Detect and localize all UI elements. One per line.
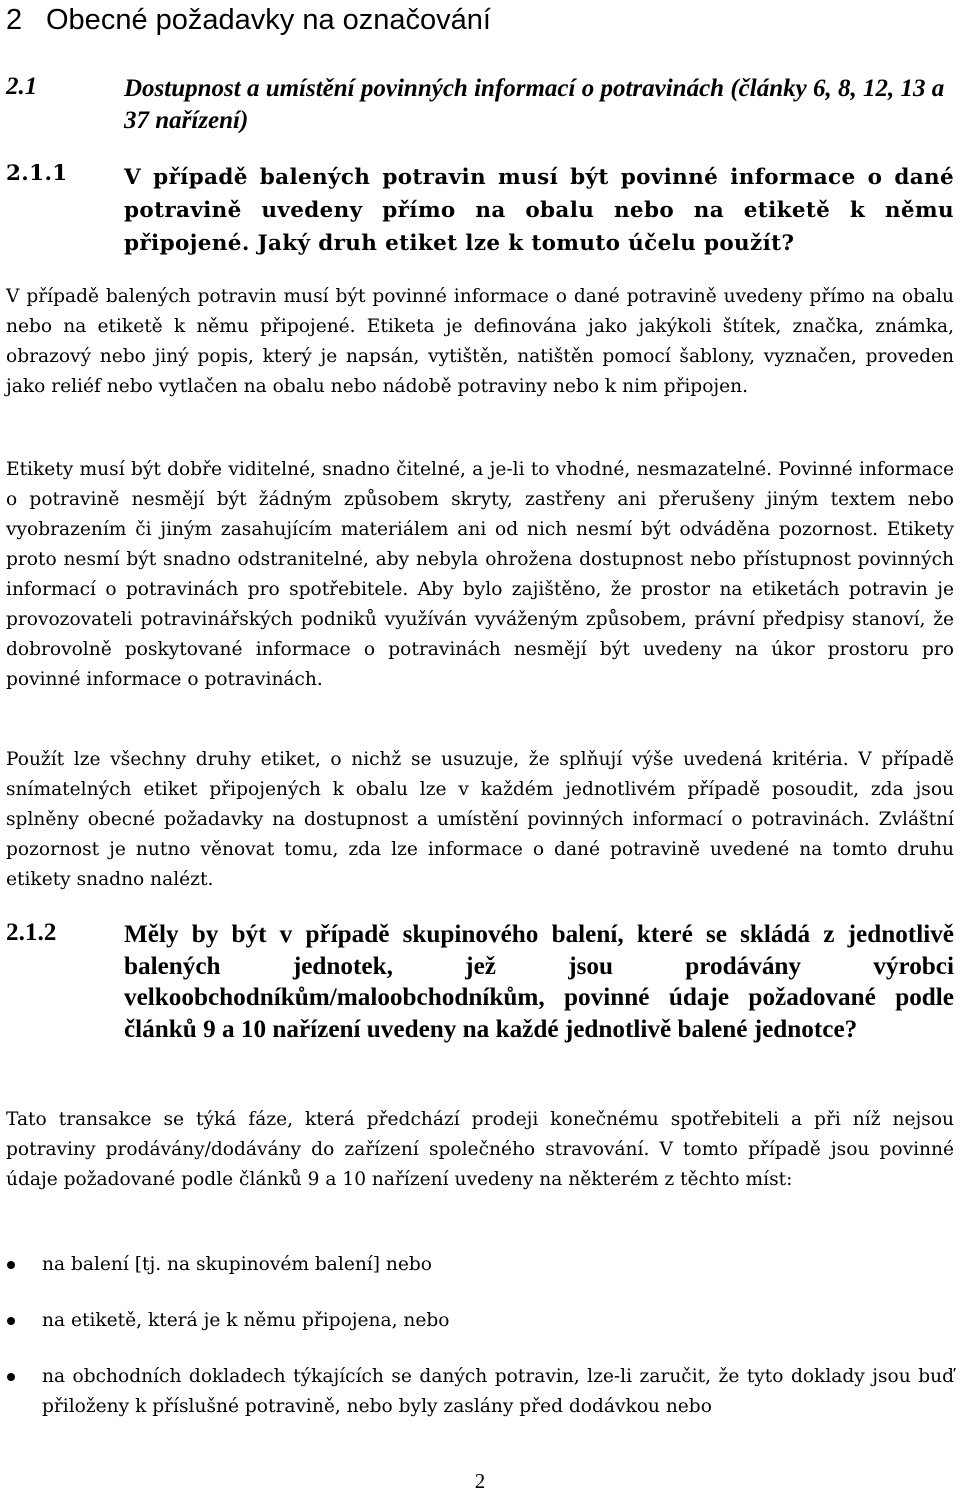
chapter-title: Obecné požadavky na označování [46,4,491,36]
section-2-1-number: 2.1 [6,73,38,100]
paragraph-label-types: Použít lze všechny druhy etiket, o nichž se usuzuje, že splňují výše uvedená kritéria. V případě snímatelných etiket připojených k obalu lze v každém jednotlivém případě posoudit, zda jsou splněny obecné požadavky na dostupnost a umístění povinných informací o potravinách. Zvláštní pozornost je nutno věnovat tomu, zda lze informace o dané potravině uvedené na tomto druhu etikety snadno nalézt. [6,749,954,890]
chapter-number: 2 [6,4,23,36]
list-item [6,1306,954,1336]
paragraph-label-visibility: Etikety musí být dobře viditelné, snadno čitelné, a je-li to vhodné, nesmazatelné. Povinné informace o potravině nesmějí být žádným způsobem skryty, zastřeny ani přerušeny jiným textem nebo vyobrazením či jiným zasahujícím materiálem ani od nich nesmí být odváděna pozornost. Etikety proto nesmí být snadno odstranitelné, aby nebyla ohrožena dostupnost nebo přístupnost povinných informací o potravinách pro spotřebitele. Aby bylo zajištěno, že prostor na etiketách potravin je provozovateli potravinářských podniků využíván vyváženým způsobem, právní předpisy stanoví, že dobrovolně poskytované informace o potravinách nesmějí být uvedeny na úkor prostoru pro povinné informace o potravinách. [6,459,954,690]
section-2-1-1-heading [6,161,954,260]
list-item-text: na balení [tj. na skupinovém balení] nebo [42,1254,432,1275]
list-item-text: na etiketě, která je k němu připojena, nebo [42,1310,450,1331]
document-page [6,0,954,1496]
section-2-1-title: Dostupnost a umístění povinných informací o potravinách (články 6, 8, 12, 13 a 37 nařízení) [124,75,945,134]
section-2-1-heading [6,73,954,137]
bullet-icon [7,1261,15,1269]
section-2-1-1-number: 2.1.1 [6,161,68,186]
bullet-list [6,1250,954,1448]
section-2-1-1-title: V případě balených potravin musí být povinné informace o dané potravině uvedeny přímo na obalu nebo na etiketě k němu připojené. Jaký druh etiket lze k tomuto účelu použít? [124,165,954,256]
page-number: 2 [474,1469,486,1493]
paragraph-group-packaging: Tato transakce se týká fáze, která předchází prodeji konečnému spotřebiteli a při níž nejsou potraviny prodávány/dodávány do zařízení společného stravování. V tomto případě jsou povinné údaje požadované podle článků 9 a 10 nařízení uvedeny na některém z těchto míst: [6,1109,954,1190]
paragraph-label-definition: V případě balených potravin musí být povinné informace o dané potravině uvedeny přímo na obalu nebo na etiketě k němu připojené. Etiketa je definována jako jakýkoli štítek, značka, známka, obrazový nebo jiný popis, který je napsán, vytištěn, natištěn pomocí šablony, vyznačen, proveden jako reliéf nebo vytlačen na obalu nebo nádobě potraviny nebo k nim připojen. [6,286,954,397]
list-item [6,1362,954,1422]
chapter-heading [6,2,491,38]
section-2-1-2-heading [6,919,954,1045]
bullet-icon [7,1373,15,1381]
section-2-1-2-title: Měly by být v případě skupinového balení, které se skládá z jednotlivě balených jednotek, jež jsou prodávány výrobci velkoobchodníkům/maloobchodníkům, povinné údaje požadované podle článků 9 a 10 nařízení uvedeny na každé jednotlivě balené jednotce? [124,921,954,1043]
list-item [6,1250,954,1280]
bullet-icon [7,1317,15,1325]
list-item-text: na obchodních dokladech týkajících se daných potravin, lze-li zaručit, že tyto doklady jsou buď přiloženy k příslušné potravině, nebo byly zaslány před dodávkou nebo [42,1366,954,1417]
section-2-1-2-number: 2.1.2 [6,919,57,946]
